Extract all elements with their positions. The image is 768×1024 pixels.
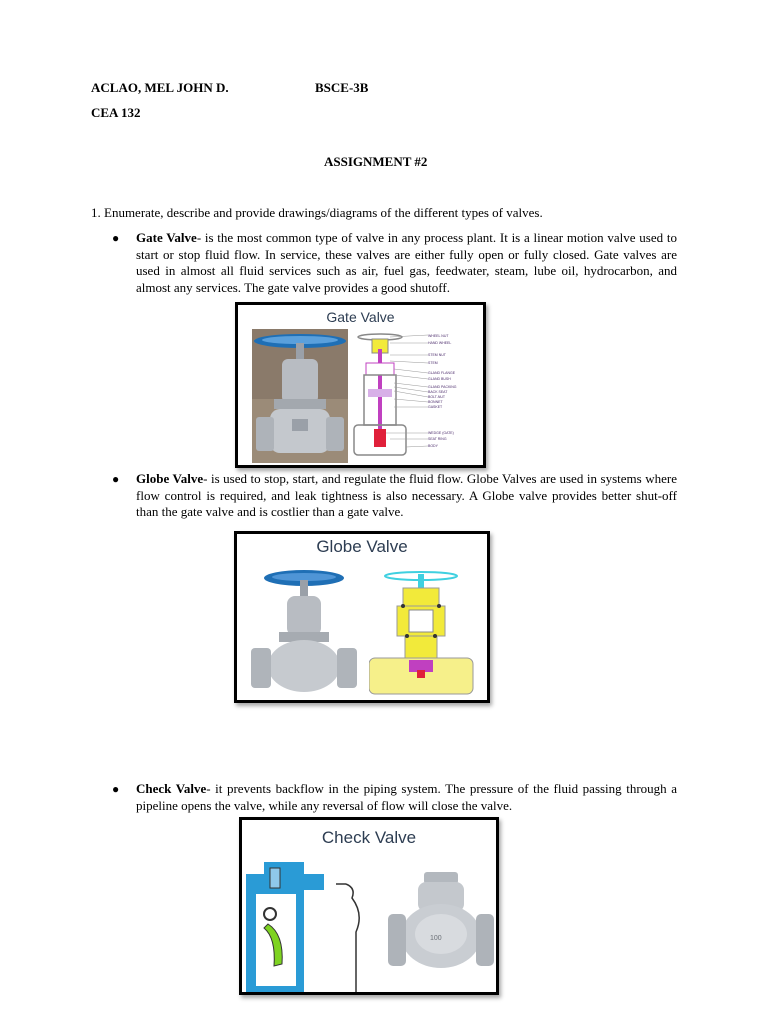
globe-valve-diagram [369,566,485,698]
label-gland-bush: GLAND BUSH [428,377,451,381]
bullet-icon: ● [112,231,120,245]
student-name: ACLAO, MEL JOHN D. [91,80,229,95]
globe-valve-paragraph [136,471,677,521]
question-text: 1. Enumerate, describe and provide drawings/diagrams of the different types of valves. [91,205,543,220]
label-hand-wheel: HAND WHEEL [428,341,452,345]
label-wedge: WEDGE (GATE) [428,431,454,435]
student-section: BSCE-3B [315,80,369,95]
globe-valve-description: - is used to stop, start, and regulate the fluid flow. Globe Valves are used in systems where flow control is required, and leak tightness is also necessary. A Globe valve provides better shut-off than the gate valve and is costlier than a gate valve. [136,471,677,519]
label-wheel-nut: WHEEL NUT [428,334,449,338]
gate-valve-paragraph [136,230,677,296]
gate-valve-description: - is the most common type of valve in any process plant. It is a linear motion valve used to start or stop fluid flow. In service, these valves are either fully open or fully closed. Gate valves are used in almost all fluid services such as air, fuel gas, feedwater, steam, lube oil, hydrocarbon, and almost any services. The gate valve provides a good shutoff. [136,230,677,295]
globe-valve-photo [249,566,359,698]
label-gasket: GASKET [428,405,443,409]
check-valve-stamp: 100 [430,935,442,942]
globe-valve-term: Globe Valve [136,471,204,486]
gate-valve-term: Gate Valve [136,230,197,245]
gate-valve-figure [235,302,486,468]
label-bolt-nut: BOLT-NUT [428,395,446,399]
check-valve-photo [388,870,494,980]
bullet-icon: ● [112,472,120,486]
check-valve-description: - it prevents backflow in the piping system. The pressure of the fluid passing through a pipeline opens the valve, while any reversal of flow will close the valve. [136,781,677,813]
check-valve-diagram [246,854,386,994]
label-seat-ring: SEAT RING [428,437,447,441]
globe-valve-figure-title: Globe Valve [316,537,408,556]
label-stem: STEM [428,361,438,365]
label-gland-flange: GLAND FLANGE [428,371,456,375]
gate-valve-figure-title: Gate Valve [326,309,395,325]
check-valve-term: Check Valve [136,781,207,796]
assignment-title: ASSIGNMENT #2 [324,154,428,169]
check-valve-figure-title: Check Valve [321,828,417,847]
label-gland-packing: GLAND PACKING [428,385,457,389]
gate-valve-photo [252,329,348,463]
label-stem-nut: STEM NUT [428,353,446,357]
bullet-icon: ● [112,782,120,796]
check-valve-figure [239,817,499,995]
label-back-seat: BACK SEAT [428,390,448,394]
gate-valve-diagram [350,329,484,463]
course-code: CEA 132 [91,105,141,120]
label-body: BODY [428,444,438,448]
label-bonnet: BONNET [428,400,443,404]
globe-valve-figure [234,531,490,703]
check-valve-paragraph [136,781,677,814]
